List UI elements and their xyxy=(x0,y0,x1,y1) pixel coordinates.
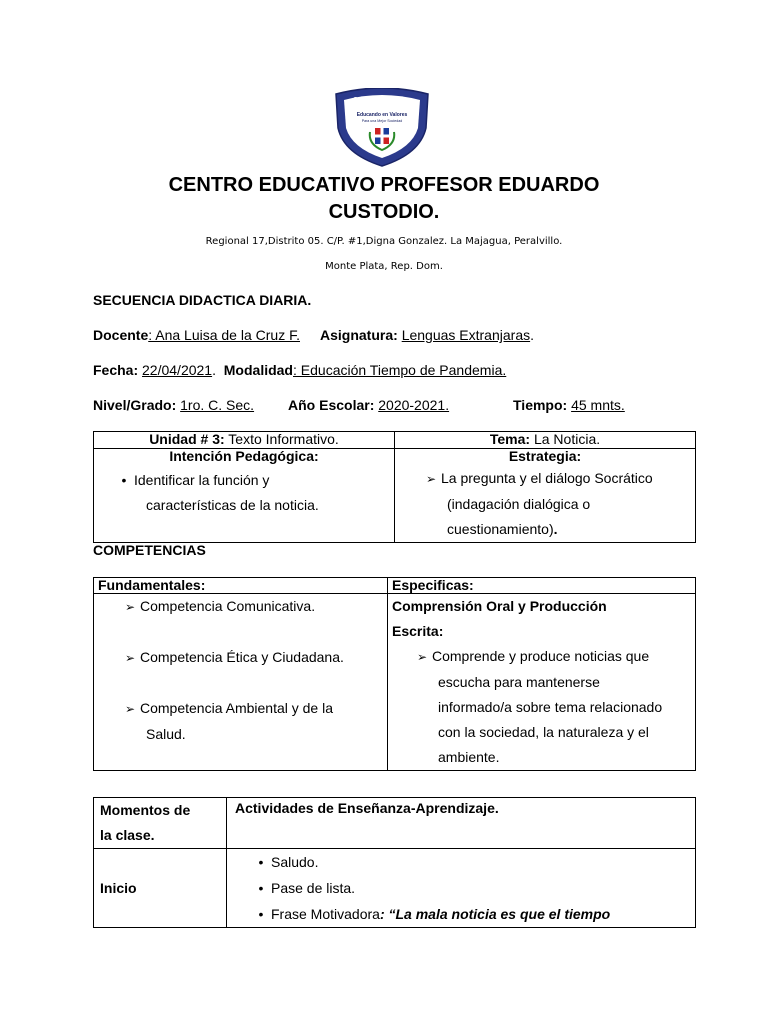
address-line-2: Monte Plata, Rep. Dom. xyxy=(325,261,443,272)
sequence-title: SECUENCIA DIDACTICA DIARIA. xyxy=(93,292,312,308)
unidad-value: Texto Informativo. xyxy=(228,431,339,447)
school-logo xyxy=(332,88,432,168)
activity-item: Saludo. xyxy=(271,854,319,870)
moments-table xyxy=(93,797,696,928)
nivel-value: 1ro. C. Sec. xyxy=(180,397,255,413)
docente-label: Docente xyxy=(93,327,149,343)
esp-item xyxy=(388,644,695,770)
asignatura-value: Lenguas Extranjaras xyxy=(401,327,531,343)
ano-value: 2020-2021. xyxy=(378,397,450,413)
arrow-icon: ➢ xyxy=(416,650,428,664)
unidad-cell xyxy=(94,432,395,449)
arrow-icon: ➢ xyxy=(124,600,136,614)
arrow-icon: ➢ xyxy=(124,651,136,665)
title-line-2: CUSTODIO. xyxy=(328,201,440,223)
activity-item: Pase de lista. xyxy=(271,880,356,896)
fund-cell xyxy=(94,594,388,771)
nivel-line xyxy=(93,397,254,413)
moments-header-1: Momentos de xyxy=(100,802,191,818)
activity-list xyxy=(227,849,695,927)
estrategia-end: . xyxy=(553,521,558,537)
ano-label: Año Escolar: xyxy=(288,397,375,413)
fund-item-text: Salud. xyxy=(146,726,186,742)
fecha-label: Fecha: xyxy=(93,362,139,378)
inicio-activities xyxy=(227,849,696,928)
esp-title-1: Comprensión Oral y Producción xyxy=(392,598,607,614)
tema-cell xyxy=(395,432,696,449)
intencion-item xyxy=(94,468,394,518)
title-line-1: CENTRO EDUCATIVO PROFESOR EDUARDO xyxy=(168,174,600,196)
esp-title-2: Escrita: xyxy=(392,623,444,639)
nivel-label: Nivel/Grado: xyxy=(93,397,177,413)
competencias-table xyxy=(93,577,696,771)
modalidad-value: : Educación Tiempo de Pandemia. xyxy=(293,362,507,378)
fund-list xyxy=(94,594,387,747)
asignatura-label: Asignatura: xyxy=(320,327,398,343)
docente-line: Docente: Ana Luisa de la Cruz F. Asignatura: Lenguas Extranjaras. xyxy=(93,327,534,343)
tema-value: La Noticia. xyxy=(533,431,601,447)
estrategia-line-3: cuestionamiento) xyxy=(447,521,554,537)
bullet-icon: • xyxy=(121,472,127,488)
moments-header-2: la clase. xyxy=(100,827,155,843)
tiempo-line xyxy=(513,397,625,413)
intencion-label: Intención Pedagógica: xyxy=(169,448,319,464)
arrow-icon: ➢ xyxy=(425,472,437,486)
estrategia-line-1: La pregunta y el diálogo Socrático xyxy=(441,470,653,486)
quote-text: : “La mala noticia es que el tiempo xyxy=(379,906,611,922)
logo-text-mid: Educando en Valores xyxy=(356,112,408,118)
esp-line: ambiente. xyxy=(438,749,500,765)
esp-line: Comprende y produce noticias que xyxy=(432,648,650,664)
fecha-value: 22/04/2021 xyxy=(142,362,213,378)
bullet-icon: • xyxy=(258,880,264,896)
esp-header: Especificas: xyxy=(388,578,696,594)
fund-item xyxy=(120,696,387,722)
logo-text-top: Centro Educativo xyxy=(353,97,411,104)
competencias-heading: COMPETENCIAS xyxy=(93,542,206,558)
esp-line: informado/a sobre tema relacionado xyxy=(438,699,663,715)
esp-line: escucha para mantenerse xyxy=(438,674,600,690)
esp-title xyxy=(388,594,695,644)
docente-value: : Ana Luisa de la Cruz F. xyxy=(148,327,300,343)
fund-item-text: Competencia Comunicativa. xyxy=(140,598,316,614)
tiempo-label: Tiempo: xyxy=(513,397,568,413)
fund-item xyxy=(120,645,387,671)
estrategia-line-2: (indagación dialógica o xyxy=(447,496,591,512)
unidad-label: Unidad # 3: xyxy=(149,431,225,447)
intencion-line-1: Identificar la función y xyxy=(134,472,270,488)
fund-header: Fundamentales: xyxy=(94,578,388,594)
tiempo-value: 45 mnts. xyxy=(571,397,625,413)
tema-label: Tema: xyxy=(489,431,531,447)
fund-item-text: Competencia Ética y Ciudadana. xyxy=(140,649,344,665)
estrategia-item xyxy=(395,466,695,542)
unit-table xyxy=(93,431,696,543)
estrategia-label: Estrategia: xyxy=(508,448,582,464)
esp-cell xyxy=(388,594,696,771)
activity-item: Frase Motivadora xyxy=(271,906,380,922)
fund-item xyxy=(120,594,387,620)
fund-item-text: Competencia Ambiental y de la xyxy=(140,700,333,716)
moments-header xyxy=(94,798,227,849)
school-title xyxy=(0,172,768,226)
logo-text-bot: Para una Mejor Sociedad xyxy=(361,119,403,123)
inicio-cell: Inicio xyxy=(94,849,227,928)
estrategia-cell xyxy=(395,449,696,543)
fecha-line: Fecha: 22/04/2021. Modalidad: Educación Tiempo de Pandemia. xyxy=(93,362,507,378)
modalidad-label: Modalidad xyxy=(223,362,293,378)
activities-header: Actividades de Enseñanza-Aprendizaje. xyxy=(227,798,696,849)
bullet-icon: • xyxy=(258,854,264,870)
intencion-line-2: características de la noticia. xyxy=(146,497,319,513)
esp-line: con la sociedad, la naturaleza y el xyxy=(438,724,649,740)
arrow-icon: ➢ xyxy=(124,702,136,716)
bullet-icon: • xyxy=(258,906,264,922)
address-line-1: Regional 17,Distrito 05. C/P. #1,Digna Gonzalez. La Majagua, Peralvillo. xyxy=(205,236,563,247)
intencion-cell xyxy=(94,449,395,543)
ano-line xyxy=(288,397,449,413)
